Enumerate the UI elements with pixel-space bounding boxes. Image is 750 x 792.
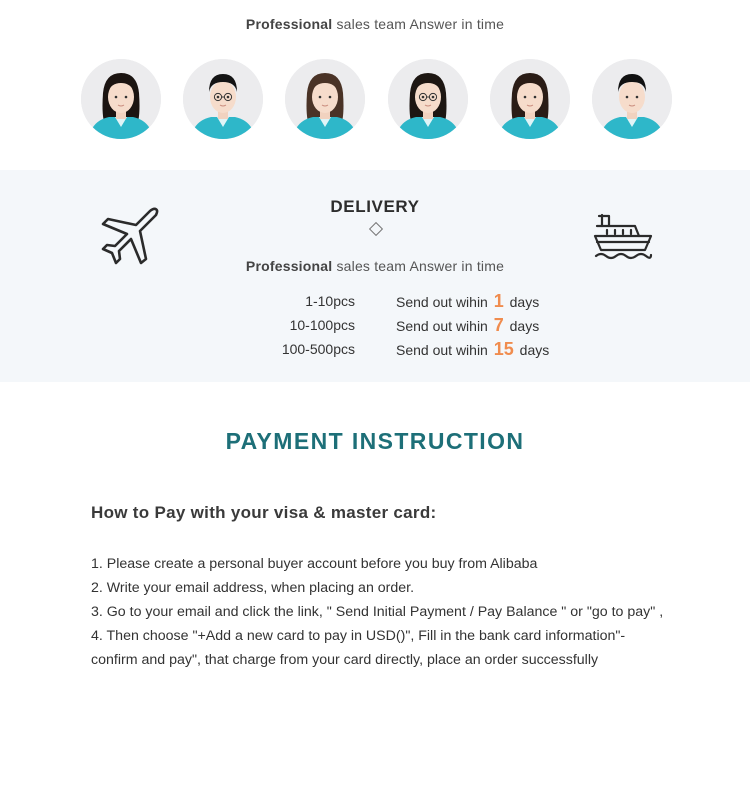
delivery-qty: 1-10pcs (305, 293, 355, 309)
payment-step: 2. Write your email address, when placing an order. (91, 580, 415, 596)
delivery-tagline-bold: Professional (245, 258, 333, 274)
team-member-avatar (388, 59, 468, 139)
team-tagline (0, 16, 750, 32)
delivery-days-number: 15 (493, 339, 514, 359)
team-member-avatar (592, 59, 672, 139)
payment-step: 4. Then choose "+Add a new card to pay in USD()", Fill in the bank card information"-confirm and pay", that charge from your card directly, place an order successfully (91, 628, 626, 668)
delivery-send-prefix: Send out wihin (396, 342, 492, 358)
team-photos (0, 59, 750, 139)
delivery-row (0, 313, 750, 337)
delivery-tagline (0, 258, 750, 274)
delivery-send (396, 313, 539, 338)
payment-steps (91, 552, 671, 672)
payment-step: 3. Go to your email and click the link, " Send Initial Payment / Pay Balance " or "go to pay" , (91, 604, 664, 620)
delivery-title: DELIVERY (330, 197, 420, 216)
delivery-send-prefix: Send out wihin (396, 318, 492, 334)
ship-icon (593, 212, 653, 260)
delivery-days-number: 7 (493, 315, 504, 335)
team-tagline-bold: Professional (245, 16, 333, 32)
delivery-send-suffix: days (505, 294, 540, 310)
delivery-send (396, 337, 549, 362)
delivery-send-prefix: Send out wihin (396, 294, 492, 310)
delivery-qty: 10-100pcs (289, 317, 355, 333)
delivery-send-suffix: days (515, 342, 550, 358)
team-member-avatar (490, 59, 570, 139)
delivery-qty: 100-500pcs (281, 341, 355, 357)
team-member-avatar (183, 59, 263, 139)
payment-step: 1. Please create a personal buyer account before you buy from Alibaba (91, 556, 538, 572)
payment-subtitle: How to Pay with your visa & master card: (91, 503, 437, 522)
delivery-days-number: 1 (493, 291, 504, 311)
team-member-avatar (285, 59, 365, 139)
delivery-row (0, 289, 750, 313)
delivery-tagline-rest: sales team Answer in time (332, 258, 505, 274)
delivery-row (0, 337, 750, 361)
team-member-avatar (81, 59, 161, 139)
payment-title: PAYMENT INSTRUCTION (225, 428, 525, 454)
delivery-send-suffix: days (505, 318, 540, 334)
delivery-send (396, 289, 539, 314)
team-tagline-rest: sales team Answer in time (332, 16, 505, 32)
